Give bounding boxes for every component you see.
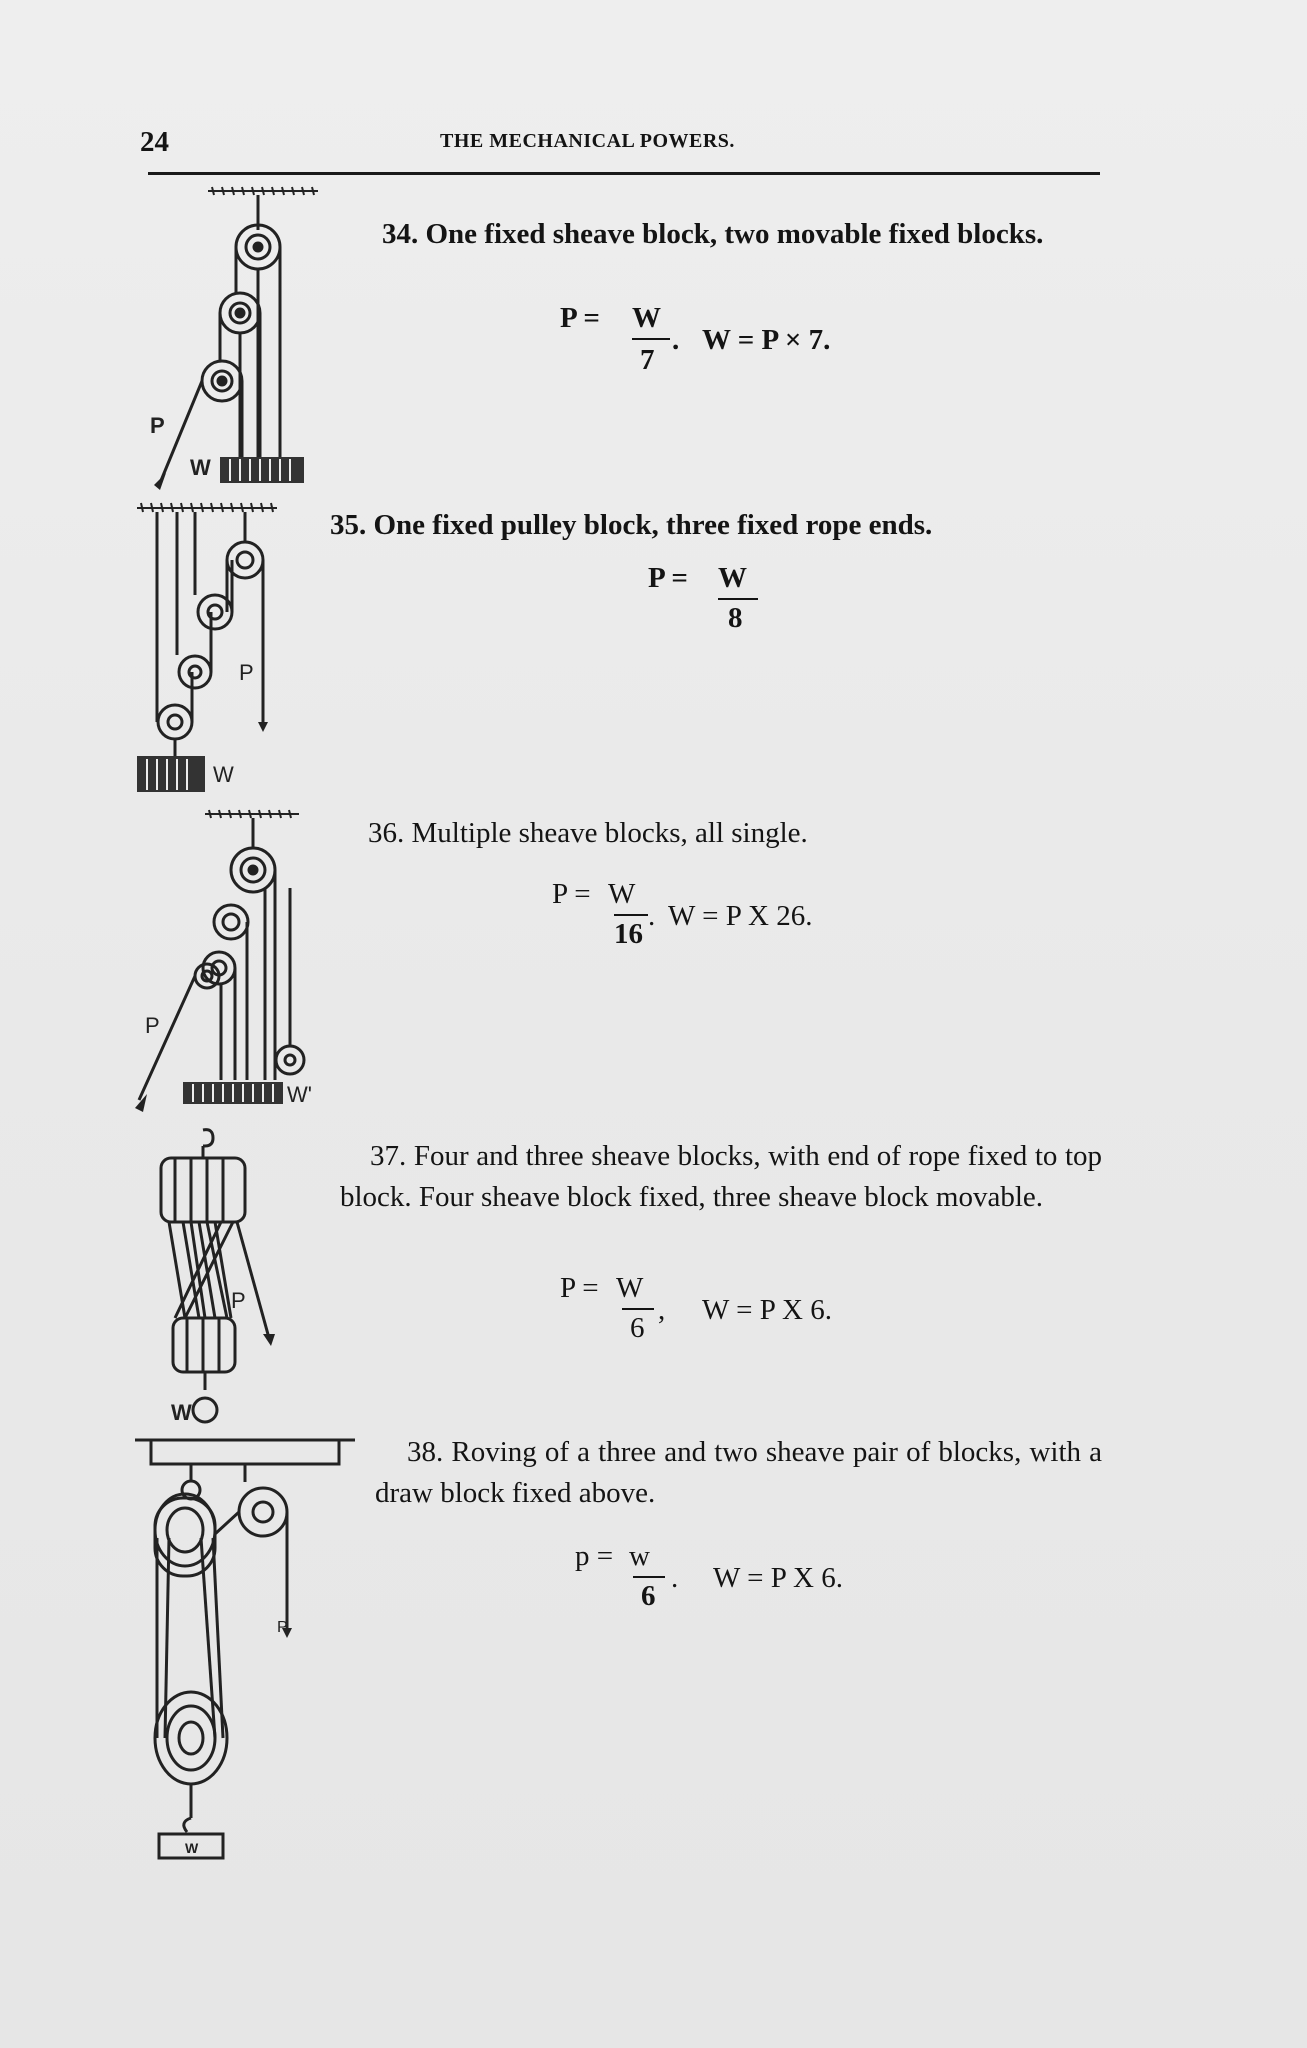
figure-37-pulley <box>145 1128 285 1433</box>
item-36-text <box>368 813 1102 854</box>
running-title: THE MECHANICAL POWERS. <box>440 130 735 152</box>
formula-separator: . <box>648 900 656 932</box>
formula-lhs: P = <box>560 1272 599 1304</box>
pull-arrow <box>263 1334 275 1346</box>
formula-rhs: W = P X 26. <box>668 900 813 932</box>
formula-34 <box>560 302 831 376</box>
fraction-denominator: 6 <box>641 1580 656 1612</box>
fraction-denominator: 16 <box>614 918 643 950</box>
fraction-numerator: W <box>718 562 747 594</box>
item-description: Four and three sheave blocks, with end of rope fixed to top block. Four sheave block fixed, three sheave block movable. <box>340 1140 1103 1213</box>
page-header <box>140 126 1100 156</box>
label-w: W <box>171 1400 192 1425</box>
ceiling-hatch <box>137 503 277 512</box>
formula-lhs: P = <box>552 878 591 910</box>
item-number: 38. <box>407 1436 444 1468</box>
label-p: P <box>145 1013 160 1038</box>
formula-rhs: W = P X 6. <box>713 1562 843 1594</box>
beam <box>151 1440 339 1464</box>
fraction-numerator: W <box>616 1272 644 1304</box>
label-p: P <box>239 660 254 685</box>
label-w: W <box>190 455 211 480</box>
label-p: P <box>150 413 165 438</box>
item-description: One fixed sheave block, two movable fixed blocks. <box>425 218 1044 250</box>
formula-lhs: p = <box>575 1540 614 1572</box>
item-38-text <box>375 1432 1102 1514</box>
formula-37 <box>560 1272 832 1344</box>
fraction-numerator: W <box>632 302 661 334</box>
item-description: Multiple sheave blocks, all single. <box>411 817 808 849</box>
formula-rhs: W = P X 6. <box>702 1294 832 1326</box>
ceiling-hatch <box>208 187 318 195</box>
formula-lhs: P = <box>560 302 600 334</box>
fraction-numerator: w <box>629 1540 650 1572</box>
figure-38-pulley <box>135 1438 360 1863</box>
figure-35-pulley <box>135 500 285 795</box>
header-rule <box>148 172 1100 175</box>
formula-separator: . <box>672 324 680 356</box>
label-w: W <box>213 762 234 787</box>
item-number: 36. <box>368 817 405 849</box>
fraction-denominator: 6 <box>630 1312 645 1344</box>
figure-34-pulley <box>140 185 320 490</box>
formula-36 <box>552 878 813 950</box>
label-p: P <box>277 1619 288 1636</box>
fraction-denominator: 7 <box>640 344 655 376</box>
item-description: Roving of a three and two sheave pair of blocks, with a draw block fixed above. <box>375 1436 1103 1509</box>
weight-block <box>220 457 304 483</box>
formula-rhs: W = P × 7. <box>702 324 831 356</box>
formula-separator: . <box>671 1562 679 1594</box>
item-description: One fixed pulley block, three fixed rope ends. <box>373 509 933 541</box>
ceiling-hatch <box>205 810 299 818</box>
formula-separator: , <box>658 1294 666 1326</box>
formula-lhs: P = <box>648 562 688 594</box>
label-w: W' <box>287 1082 312 1107</box>
item-34-text <box>336 214 1102 255</box>
label-p: P <box>231 1288 246 1313</box>
item-37-text <box>340 1136 1102 1218</box>
formula-38 <box>575 1540 843 1612</box>
label-w: W <box>185 1840 199 1856</box>
item-35-text <box>330 505 1100 546</box>
figure-36-pulley <box>135 808 335 1113</box>
fraction-denominator: 8 <box>728 602 743 634</box>
fraction-numerator: W <box>608 878 636 910</box>
item-number: 37. <box>370 1140 407 1172</box>
pull-arrow <box>154 473 166 490</box>
item-number: 34. <box>382 218 419 250</box>
item-number: 35. <box>330 509 367 541</box>
page-number: 24 <box>140 126 169 158</box>
formula-35 <box>648 562 747 634</box>
pull-arrow <box>258 722 268 732</box>
